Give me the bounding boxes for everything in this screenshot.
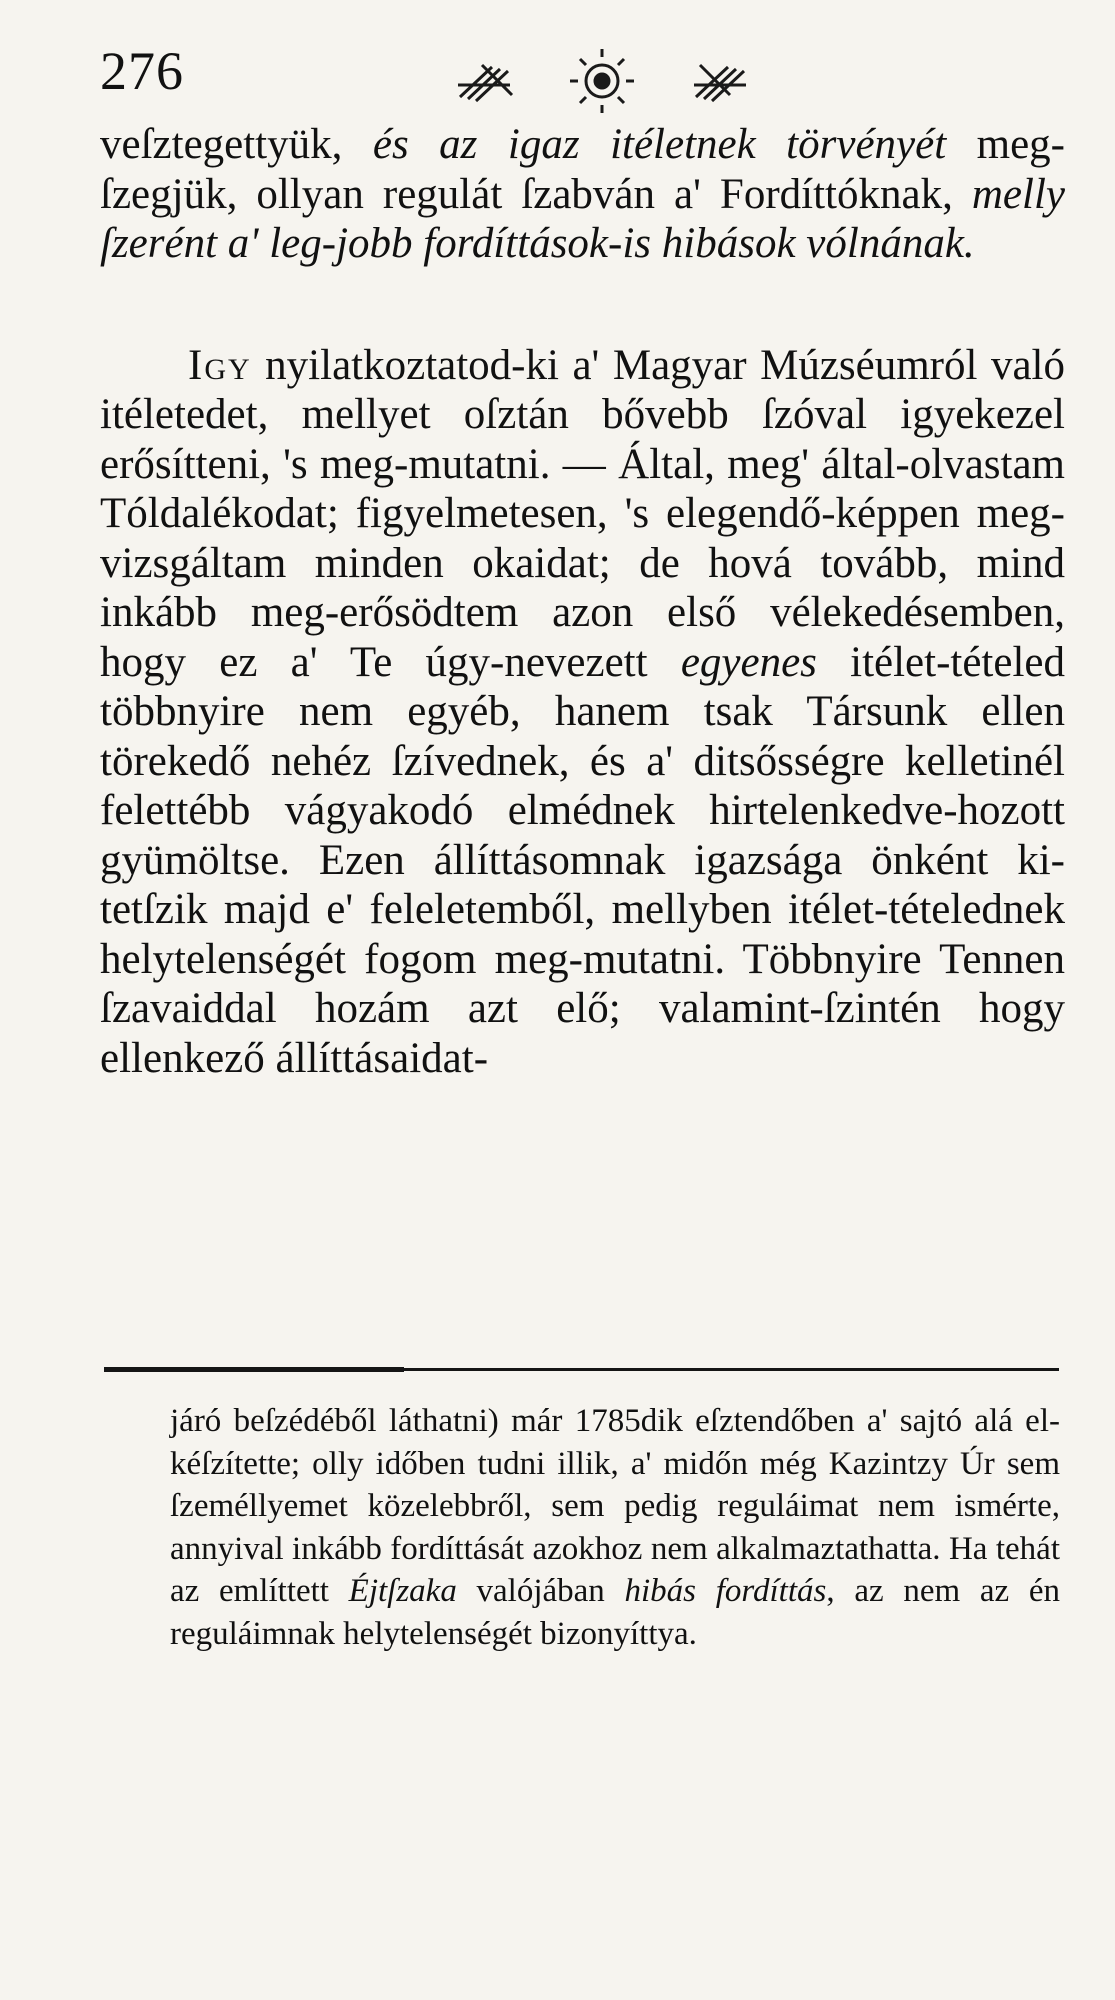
main-text xyxy=(100,120,1065,1083)
text-run: valójában xyxy=(456,1573,625,1609)
text-run-italic: egyenes xyxy=(680,638,817,686)
text-run: itélet-tételed többnyire nem egyéb, hanem tsak Társunk ellen törekedő nehéz ſzívednek, és a' ditsősségre kelletinél felettébb vágyakodó elmédnek hirtelenkedve-hozott gyümöltse. Ezen állíttásomnak igazsága önként ki-tetſzik majd e' feleletemből, mellyben itélet-tételednek helytelenségét fogom meg-mutatni. Többnyire Tennen ſzavaiddal hozám azt elő; valamint-ſzintén hogy ellenkező állíttásaidat- xyxy=(100,638,1065,1082)
text-run-italic: hibás fordíttás xyxy=(624,1573,827,1609)
text-run: meg-ſzegjük, ollyan regulát ſzabván a' Fordíttóknak, xyxy=(100,121,1065,218)
text-run: járó beſzédéből láthatni) már 1785dik eſztendőben a' sajtó alá el-kéſzítette; olly időben tudni illik, a' midőn még Kazintzy Úr sem ſzeméllyemet közelebbről, sem pedig reguláimat nem ismérte, annyival inkább fordíttását azokhoz nem alkalmaztathatta. Ha tehát az említtett xyxy=(170,1403,1060,1609)
footnote-rule xyxy=(104,1368,1059,1371)
paragraph-2 xyxy=(100,341,1065,1084)
footnote-paragraph xyxy=(170,1400,1060,1655)
text-run-italic: igaz itéletnek törvényét xyxy=(507,121,947,168)
text-run: veſztegettyük, xyxy=(100,121,373,168)
text-run: , az nem az én reguláimnak helytelenségét bizonyíttya. xyxy=(170,1573,1060,1652)
text-run-italic: Éjtſzaka xyxy=(348,1573,457,1609)
text-run-italic: melly ſzerént a' leg-jobb fordíttások-is hibások vólnának. xyxy=(100,170,1065,267)
page-number: 276 xyxy=(100,41,184,101)
paragraph-1 xyxy=(100,120,1065,269)
ornament-fleuron-icon xyxy=(452,45,752,115)
text-run-italic: és az xyxy=(372,121,508,168)
text-run: nyilatkoztatod-ki a' Magyar Múzséumról való itéletedet, mellyet oſztán bővebb ſzóval igyekezel erősítteni, 's meg-mutatni. — Által, meg' által-olvastam Tóldalékodat; figyelmetesen, 's elegendő-képpen meg-vizsgáltam minden okaidat; de hová tovább, mind inkább meg-erősödtem azon első vélekedésemben, hogy ez a' Te úgy-nevezett xyxy=(100,341,1065,686)
lead-word: Igy xyxy=(188,341,252,389)
footnote xyxy=(170,1400,1060,1655)
